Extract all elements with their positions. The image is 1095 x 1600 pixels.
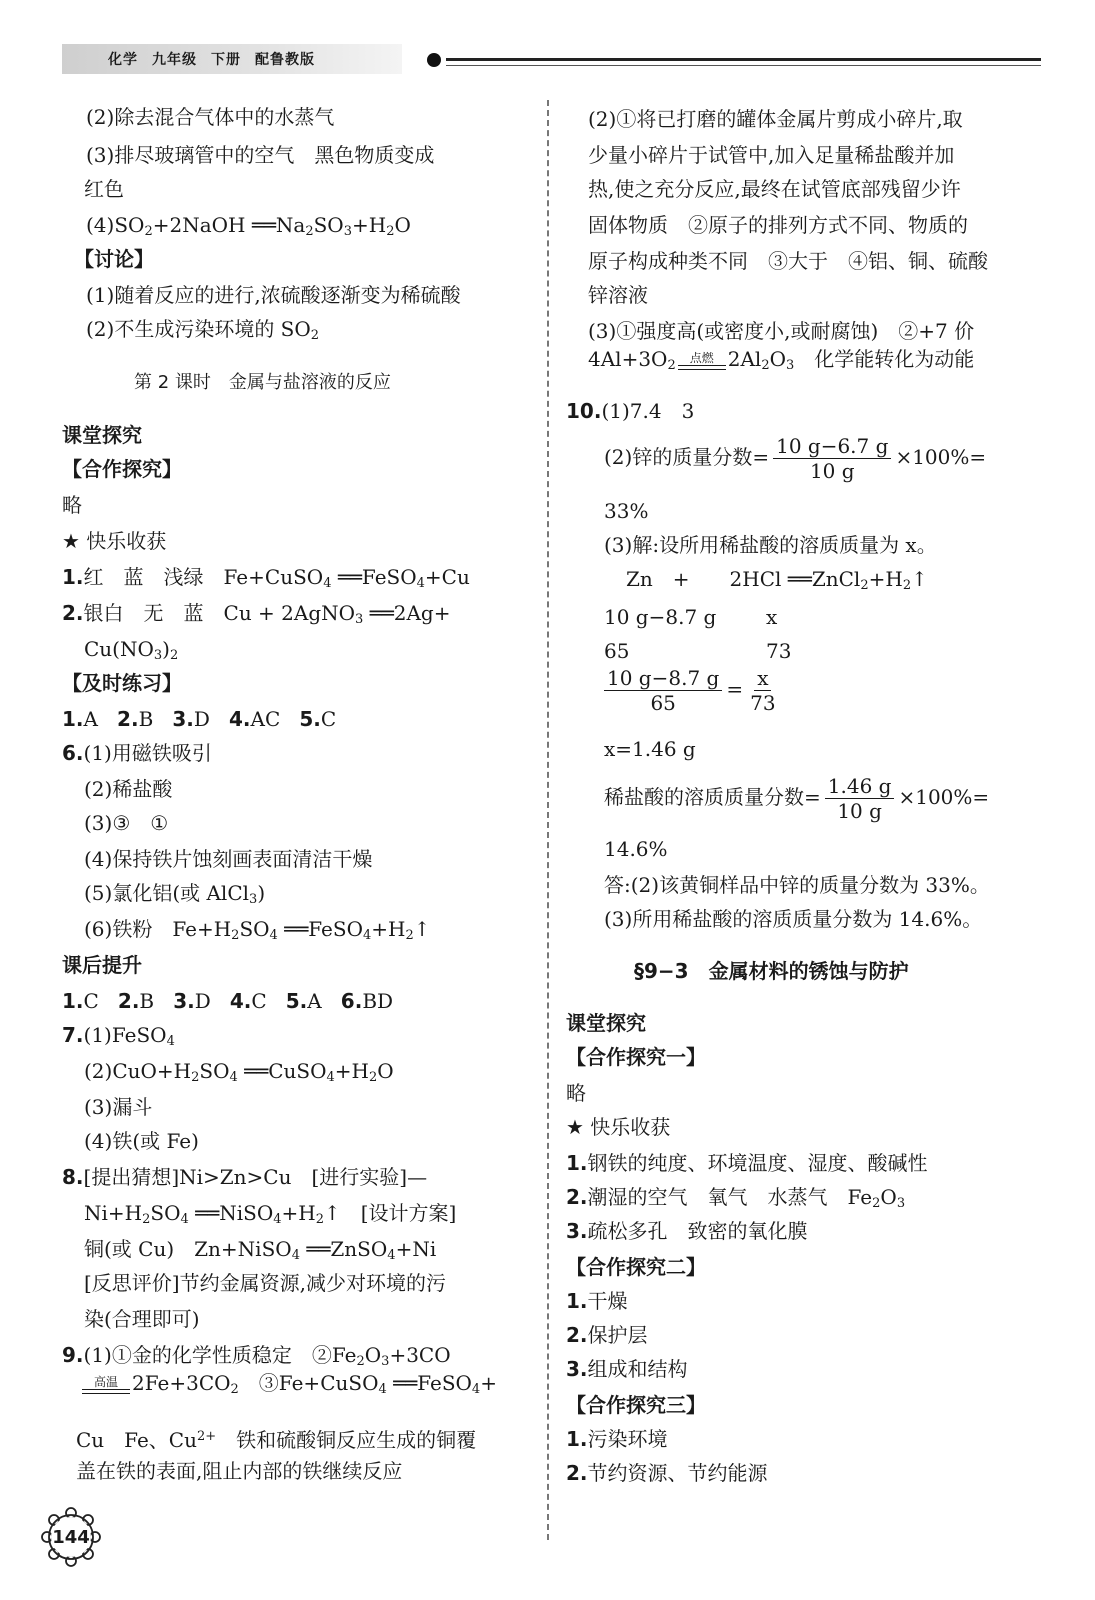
answer-line: (2)稀盐酸	[84, 777, 173, 801]
header-edition: 配鲁教版	[255, 52, 315, 68]
text-line: 33%	[604, 499, 649, 523]
answer-line: 盖在铁的表面,阻止内部的铁继续反应	[76, 1459, 403, 1483]
answer-line: 染(合理即可)	[84, 1307, 200, 1331]
answer-line: 2.保护层	[566, 1323, 648, 1347]
header-dot-icon	[427, 53, 441, 67]
fraction: $\frac{10 g-6.7 g}{10 g}$	[773, 434, 891, 483]
fraction: $\frac{x}{73}$	[750, 666, 776, 715]
answer-line: 1.钢铁的纯度、环境温度、湿度、酸碱性	[566, 1151, 928, 1175]
answer-line: (6)铁粉 $Fe+H_2SO_4$ $══FeSO_4+H_2↑$	[84, 917, 431, 943]
answer-line: 铜(或 Cu) Zn+NiSO$_4$ ══ZnSO$_4$+Ni	[84, 1237, 437, 1263]
text-line: (2)除去混合气体中的水蒸气	[86, 105, 335, 129]
mass-line: 10 g−8.7 g	[604, 605, 717, 629]
answer-row: 1.A 2.B 3.D 4.AC 5.C	[62, 707, 337, 731]
answer-line: (3)漏斗	[84, 1095, 153, 1119]
answer-line: 1.红 蓝 浅绿 Fe+CuSO$_4$ ══FeSO$_4$+Cu	[62, 565, 470, 591]
header-grade: 九年级	[152, 52, 197, 68]
reaction-condition: 高温	[82, 1375, 130, 1394]
mass-line: 65	[604, 639, 630, 663]
text-line: 热,使之充分反应,最终在试管底部残留少许	[588, 177, 961, 201]
equation-line: Zn + 2HCl $══ZnCl_2+H_2↑$	[626, 567, 928, 593]
answer-line: 3.疏松多孔 致密的氧化膜	[566, 1219, 808, 1243]
fraction: $\frac{1.46 g}{10 g}$	[825, 774, 895, 823]
answer-line: 1.干燥	[566, 1289, 628, 1313]
answer-row: 1.C 2.B 3.D 4.C 5.A 6.BD	[62, 989, 394, 1013]
header-rule-thin	[446, 65, 1041, 66]
answer-line: (4)铁(或 Fe)	[84, 1129, 199, 1153]
text-line: 14.6%	[604, 837, 668, 861]
text-line: (3)①强度高(或密度小,或耐腐蚀) ②+7 价	[588, 319, 975, 343]
equation-line: $4Al+3O_2$ 点燃 $2Al_2O_3$ 化学能转化为动能	[588, 347, 975, 373]
answer-line: 3.组成和结构	[566, 1357, 688, 1381]
answer-line: 高温 $2Fe+3CO_2$ ③Fe+CuSO$_4$ ══FeSO$_4$+	[80, 1370, 497, 1403]
answer-line: 2.银白 无 蓝 Cu + 2AgNO$_3$ ══2Ag+	[62, 601, 451, 627]
fraction-line: (2)锌的质量分数= $\frac{10 g-6.7 g}{10 g}$ ×100%=	[604, 434, 987, 483]
answer-line: Cu Fe、$Cu^{2+}$ 铁和硫酸铜反应生成的铜覆	[76, 1428, 477, 1452]
harvest-heading: ★ 快乐收获	[62, 529, 167, 553]
text-line: (2)①将已打磨的罐体金属片剪成小碎片,取	[588, 107, 963, 131]
answer-line: 6.(1)用磁铁吸引	[62, 741, 212, 765]
answer-line: 10.(1)7.4 3	[566, 399, 695, 423]
text-line: 原子构成种类不同 ③大于 ④铝、铜、硫酸	[588, 249, 988, 273]
discussion-heading: 【讨论】	[74, 247, 154, 271]
text-line: 少量小碎片于试管中,加入足量稀盐酸并加	[588, 143, 955, 167]
subsection-heading: 【合作探究】	[62, 457, 182, 481]
page-number: 144	[52, 1526, 90, 1548]
answer-line: (5)氯化铝(或 AlCl$_3$)	[84, 881, 266, 907]
answer-line: (4)保持铁片蚀刻画表面清洁干燥	[84, 847, 373, 871]
mass-line: x	[766, 605, 778, 629]
answer-line: [反思评价]节约金属资源,减少对环境的污	[84, 1271, 446, 1295]
section-title: §9−3 金属材料的锈蚀与防护	[634, 959, 909, 983]
header-volume: 下册	[211, 52, 241, 68]
answer-line: $Ni+H_2SO_4$ $══NiSO_4+H_2↑$ [设计方案]	[84, 1201, 457, 1227]
page-header	[62, 44, 402, 74]
subsection-heading: 【合作探究一】	[566, 1045, 706, 1069]
harvest-heading: ★ 快乐收获	[566, 1115, 671, 1139]
fraction-line: 稀盐酸的溶质质量分数= $\frac{1.46 g}{10 g}$ ×100%=	[604, 774, 990, 823]
text-line: (1)随着反应的进行,浓硫酸逐渐变为稀硫酸	[86, 283, 461, 307]
text-line: (2)不生成污染环境的 $SO_2$	[86, 317, 320, 343]
subsection-heading: 【及时练习】	[62, 671, 182, 695]
section-heading: 课堂探究	[566, 1011, 646, 1035]
subsection-heading: 【合作探究三】	[566, 1393, 706, 1417]
subsection-heading: 【合作探究二】	[566, 1255, 706, 1279]
text-line: (3)所用稀盐酸的溶质质量分数为 14.6%。	[604, 907, 983, 931]
answer-line: $Cu(NO_3)_2$	[84, 637, 179, 663]
answer-line: $(2)CuO+H_2SO_4$ $══CuSO_4+H_2O$	[84, 1059, 394, 1085]
text-line: 答:(2)该黄铜样品中锌的质量分数为 33%。	[604, 873, 990, 897]
lesson-title: 第 2 课时 金属与盐溶液的反应	[134, 372, 391, 393]
text-line: 固体物质 ②原子的排列方式不同、物质的	[588, 213, 968, 237]
text-line: (3)排尽玻璃管中的空气 黑色物质变成	[86, 143, 435, 167]
header-rule	[446, 58, 1041, 61]
answer-line: 1.污染环境	[566, 1427, 668, 1451]
fraction: $\frac{10 g-8.7 g}{65}$	[604, 666, 722, 715]
page-number-badge	[40, 1506, 102, 1568]
text-line: x=1.46 g	[604, 737, 696, 761]
proportion-line: $\frac{10 g-8.7 g}{65}$ = $\frac{x}{73}$	[600, 666, 783, 715]
answer-line: 7.(1)FeSO$_4$	[62, 1023, 175, 1049]
header-subject: 化学	[108, 52, 138, 68]
text-line: (3)解:设所用稀盐酸的溶质质量为 x。	[604, 533, 937, 557]
section-heading: 课堂探究	[62, 423, 142, 447]
column-divider	[547, 100, 549, 1540]
answer-line: (3)③ ①	[84, 811, 169, 835]
answer-line: 9.(1)①金的化学性质稳定 $②Fe_2O_3+3CO$	[62, 1343, 451, 1369]
answer-line: 8.[提出猜想]Ni>Zn>Cu [进行实验]—	[62, 1165, 428, 1189]
equation-line: $(4)SO_2+2NaOH$ $══Na_2SO_3+H_2O$	[86, 213, 411, 239]
text-line: 略	[62, 493, 82, 517]
reaction-condition: 点燃	[678, 351, 726, 370]
section-heading: 课后提升	[62, 953, 142, 977]
text-line: 锌溶液	[588, 283, 648, 307]
answer-line: 2.潮湿的空气 氧气 水蒸气 $Fe_2O_3$	[566, 1185, 906, 1211]
text-line: 略	[566, 1081, 586, 1105]
text-line: 红色	[84, 177, 124, 201]
answer-line: 2.节约资源、节约能源	[566, 1461, 768, 1485]
mass-line: 73	[766, 639, 792, 663]
